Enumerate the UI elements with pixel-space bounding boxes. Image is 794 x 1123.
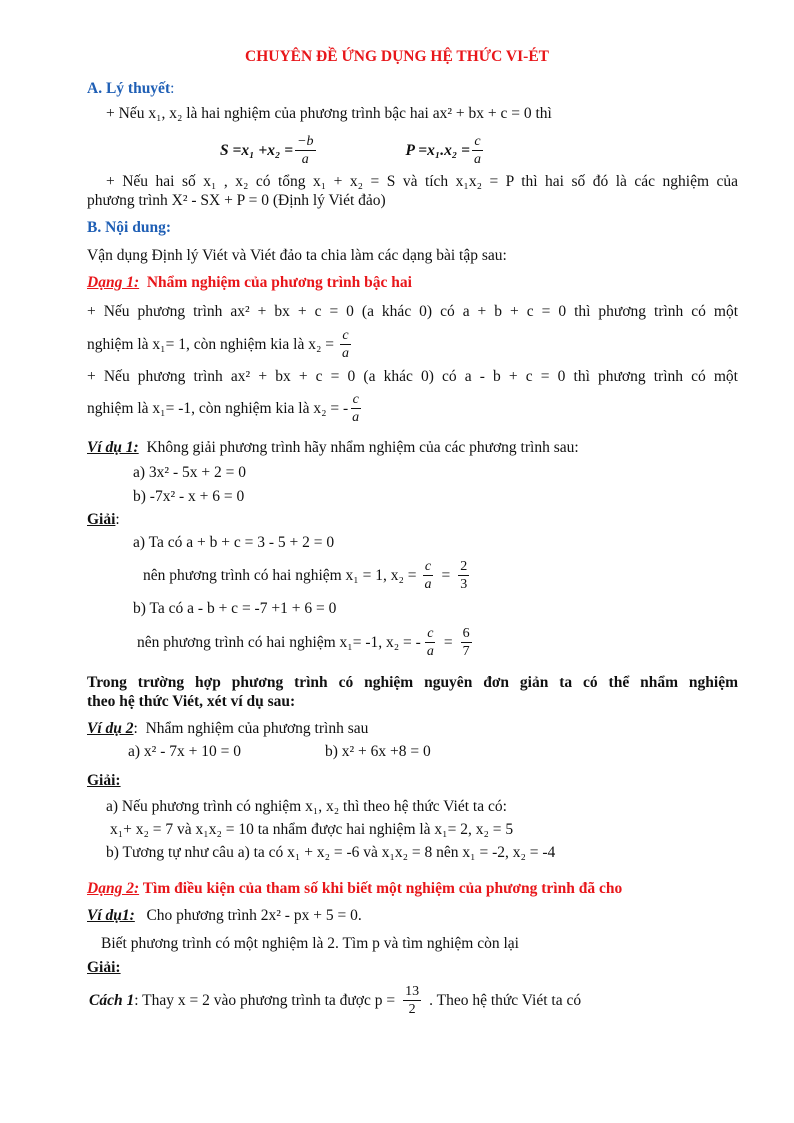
a2-den2: 3	[460, 576, 468, 592]
example-2-a: a) x² - 7x + 10 = 0	[128, 743, 241, 760]
solution-1-a2-text: nên phương trình có hai nghiệm x₁ = 1, x₂ =	[143, 566, 417, 584]
a2-num2: 2	[460, 558, 468, 574]
b2-eq: =	[443, 633, 453, 651]
solution-1-b2-frac	[425, 625, 436, 660]
a2-eq: =	[441, 566, 451, 584]
example-3-label: Ví dụ1:	[87, 907, 135, 924]
section-b-heading	[87, 218, 794, 237]
solution-3-heading	[87, 958, 794, 977]
rule-1-line-2	[87, 324, 794, 364]
vieta-formulas	[220, 130, 794, 170]
p-expr: x₁.x₂ =	[427, 141, 471, 159]
s-denominator: a	[301, 151, 309, 167]
method-1-fraction	[403, 983, 421, 1018]
rule-2-den: a	[352, 409, 360, 425]
example-1-text: Không giải phương trình hãy nhẩm nghiệm của các phương trình sau:	[138, 439, 579, 456]
b2-den: a	[426, 643, 434, 659]
s-label: S =	[220, 141, 242, 159]
solution-1-a1: a) Ta có a + b + c = 3 - 5 + 2 = 0	[133, 534, 335, 551]
note-line-2: theo hệ thức Viét, xét ví dụ sau:	[87, 693, 296, 710]
b2-num: c	[427, 625, 434, 641]
section-b-label: B. Nội dung:	[87, 219, 171, 236]
solution-1-b2	[137, 622, 794, 662]
b2-den2: 7	[462, 643, 470, 659]
p-label: P =	[405, 141, 428, 159]
example-2-text: : Nhẩm nghiệm của phương trình sau	[133, 720, 369, 737]
method-1-text: : Thay x = 2 vào phương trình ta được p =	[134, 991, 396, 1009]
solution-1-b1: b) Ta có a - b + c = -7 +1 + 6 = 0	[133, 600, 337, 617]
theory-line-1: + Nếu x₁, x₂ là hai nghiệm của phương trình bậc hai ax² + bx + c = 0 thì	[106, 105, 552, 122]
rule-2-line-1: + Nếu phương trình ax² + bx + c = 0 (a khác 0) có a - b + c = 0 thì phương trình có một	[87, 368, 738, 385]
solution-1-a2-frac	[422, 558, 433, 593]
a2-num: c	[424, 558, 432, 574]
intro-text: Vận dụng Định lý Viét và Viét đảo ta chia làm các dạng bài tập sau:	[87, 247, 507, 264]
title-text: CHUYÊN ĐỀ ỨNG DỤNG HỆ THỨC VI-ÉT	[245, 48, 549, 65]
solution-1-label: Giải	[87, 511, 116, 528]
example-1-label: Ví dụ 1:	[87, 439, 139, 456]
example-2-b: b) x² + 6x +8 = 0	[325, 743, 431, 760]
example-1-heading	[87, 438, 794, 457]
solution-2-line-2: x₁+ x₂ = 7 và x₁x₂ = 10 ta nhẩm được hai nghiệm là x₁= 2, x₂ = 5	[110, 821, 514, 838]
example-1-b: b) -7x² - x + 6 = 0	[133, 488, 245, 505]
rule-2-line-2	[87, 388, 794, 428]
method-1-label: Cách 1	[89, 991, 135, 1009]
solution-1-b2-text: nên phương trình có hai nghiệm x₁= -1, x₂ = -	[137, 633, 421, 651]
example-3-line-2: Biết phương trình có một nghiệm là 2. Tìm p và tìm nghiệm còn lại	[101, 935, 519, 952]
rule-1-text: nghiệm là x₁= 1, còn nghiệm kia là x₂ =	[87, 335, 334, 353]
s-numerator: −b	[297, 133, 314, 149]
method-1-den: 2	[408, 1001, 416, 1017]
solution-1-heading	[87, 510, 794, 529]
dang-2-label: Dạng 2:	[87, 880, 140, 897]
section-a-heading	[87, 79, 794, 98]
rule-2-fraction	[350, 391, 361, 426]
note-line-1: Trong trường hợp phương trình có nghiệm nguyên đơn giản ta có thể nhẩm nghiệm	[87, 674, 738, 691]
a2-den: a	[424, 576, 432, 592]
p-denominator: a	[474, 151, 482, 167]
dang-2-heading	[87, 879, 794, 898]
solution-1-colon: :	[115, 511, 120, 528]
solution-2-line-3: b) Tương tự như câu a) ta có x₁ + x₂ = -6 và x₁x₂ = 8 nên x₁ = -2, x₂ = -4	[106, 844, 556, 861]
rule-2-num: c	[352, 391, 359, 407]
example-3-text: Cho phương trình 2x² - px + 5 = 0.	[134, 907, 362, 924]
theory-line-2: + Nếu hai số x₁ , x₂ có tổng x₁ + x₂ = S và tích x₁x₂ = P thì hai số đó là các nghiệm của	[106, 173, 738, 190]
dang-2-title: Tìm điều kiện của tham số khi biết một nghiệm của phương trình đã cho	[139, 880, 623, 897]
solution-1-a2-frac2	[458, 558, 469, 593]
p-fraction	[472, 133, 483, 168]
theory-line-3: phương trình X² - SX + P = 0 (Định lý Viét đảo)	[87, 192, 386, 209]
rule-2-text: nghiệm là x₁= -1, còn nghiệm kia là x₂ = -	[87, 399, 349, 417]
section-a-colon: :	[170, 80, 175, 97]
example-3-heading	[87, 906, 794, 925]
method-1-tail: . Theo hệ thức Viét ta có	[429, 991, 582, 1009]
b2-num2: 6	[462, 625, 470, 641]
dang-1-label: Dạng 1:	[87, 274, 140, 291]
rule-1-fraction	[340, 327, 351, 362]
section-a-label: A. Lý thuyết	[87, 80, 171, 97]
solution-1-b2-frac2	[461, 625, 472, 660]
p-numerator: c	[474, 133, 481, 149]
rule-1-den: a	[341, 345, 349, 361]
example-2-heading	[87, 719, 794, 738]
rule-1-line-1: + Nếu phương trình ax² + bx + c = 0 (a khác 0) có a + b + c = 0 thì phương trình có một	[87, 303, 738, 320]
solution-2-line-1: a) Nếu phương trình có nghiệm x₁, x₂ thì theo hệ thức Viét ta có:	[106, 798, 507, 815]
solution-2-heading	[87, 771, 794, 790]
method-1-num: 13	[405, 983, 420, 999]
example-2-label: Ví dụ 2	[87, 720, 134, 737]
s-fraction	[295, 133, 315, 168]
solution-2-label: Giải:	[87, 772, 121, 789]
page-title	[0, 47, 794, 66]
dang-1-title: Nhẩm nghiệm của phương trình bậc hai	[139, 274, 412, 291]
solution-3-label: Giải:	[87, 959, 121, 976]
example-1-a: a) 3x² - 5x + 2 = 0	[133, 464, 246, 481]
dang-1-heading	[87, 273, 794, 292]
method-1-line	[89, 979, 794, 1021]
rule-1-num: c	[342, 327, 349, 343]
s-expr: x₁ +x₂ =	[241, 141, 294, 159]
solution-1-a2	[143, 555, 794, 595]
